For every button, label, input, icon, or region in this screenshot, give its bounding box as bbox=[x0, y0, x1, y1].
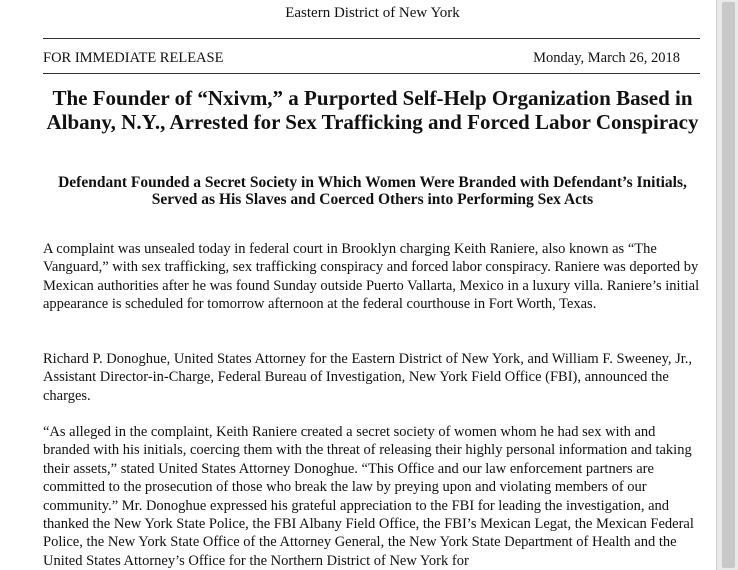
press-release-subtitle: Defendant Founded a Secret Society in Which Women Were Branded with Defendant’s Initials, Served as His Slaves and Coerced Others into Performing Sex Acts bbox=[58, 174, 687, 208]
vertical-scrollbar[interactable] bbox=[716, 0, 738, 570]
scrollbar-thumb[interactable] bbox=[722, 2, 735, 568]
body-paragraph-3: “As alleged in the complaint, Keith Raniere created a secret society of women whom he had sex with and branded with his initials, coercing them with the threat of releasing their highly personal information and taking their assets,” stated United States Attorney Donoghue. “This Office and our law enforcement partners are committed to the prosecution of those who break the law by preying upon and violating members of our community.” Mr. Donoghue expressed his grateful appreciation to the FBI for leading the investigation, and thanked the New York State Police, the FBI Albany Field Office, the FBI’s Mexican Legat, the Mexican Federal Police, the New York State Office of the Attorney General, the New York State Department of Health and the United States Attorney’s Office for the Northern District of New York for bbox=[43, 424, 694, 569]
district-name: Eastern District of New York bbox=[285, 5, 460, 21]
body-paragraph-1: A complaint was unsealed today in federal court in Brooklyn charging Keith Raniere, also known as “The Vanguard,” with sex trafficking, sex trafficking conspiracy and forced labor conspiracy. Raniere was deported by Mexican authorities after he was found Sunday outside Puerto Vallarta, Mexico in a luxury villa. Raniere’s initial appearance is scheduled for tomorrow afternoon at the federal courthouse in Fort Worth, Texas. bbox=[43, 241, 700, 313]
press-release-title: The Founder of “Nxivm,” a Purported Self-Help Organization Based in Albany, N.Y., Arrested for Sex Trafficking and Forced Labor Conspiracy bbox=[46, 86, 699, 134]
header-rule-bottom bbox=[43, 73, 700, 74]
body-paragraph-2: Richard P. Donoghue, United States Attorney for the Eastern District of New York, and William F. Sweeney, Jr., Assistant Director-in-Charge, Federal Bureau of Investigation, New York Field Office (FBI), announced the charges. bbox=[43, 351, 693, 404]
header-rule-top bbox=[43, 38, 700, 39]
release-date: Monday, March 26, 2018 bbox=[533, 50, 680, 66]
release-label: FOR IMMEDIATE RELEASE bbox=[43, 50, 224, 66]
